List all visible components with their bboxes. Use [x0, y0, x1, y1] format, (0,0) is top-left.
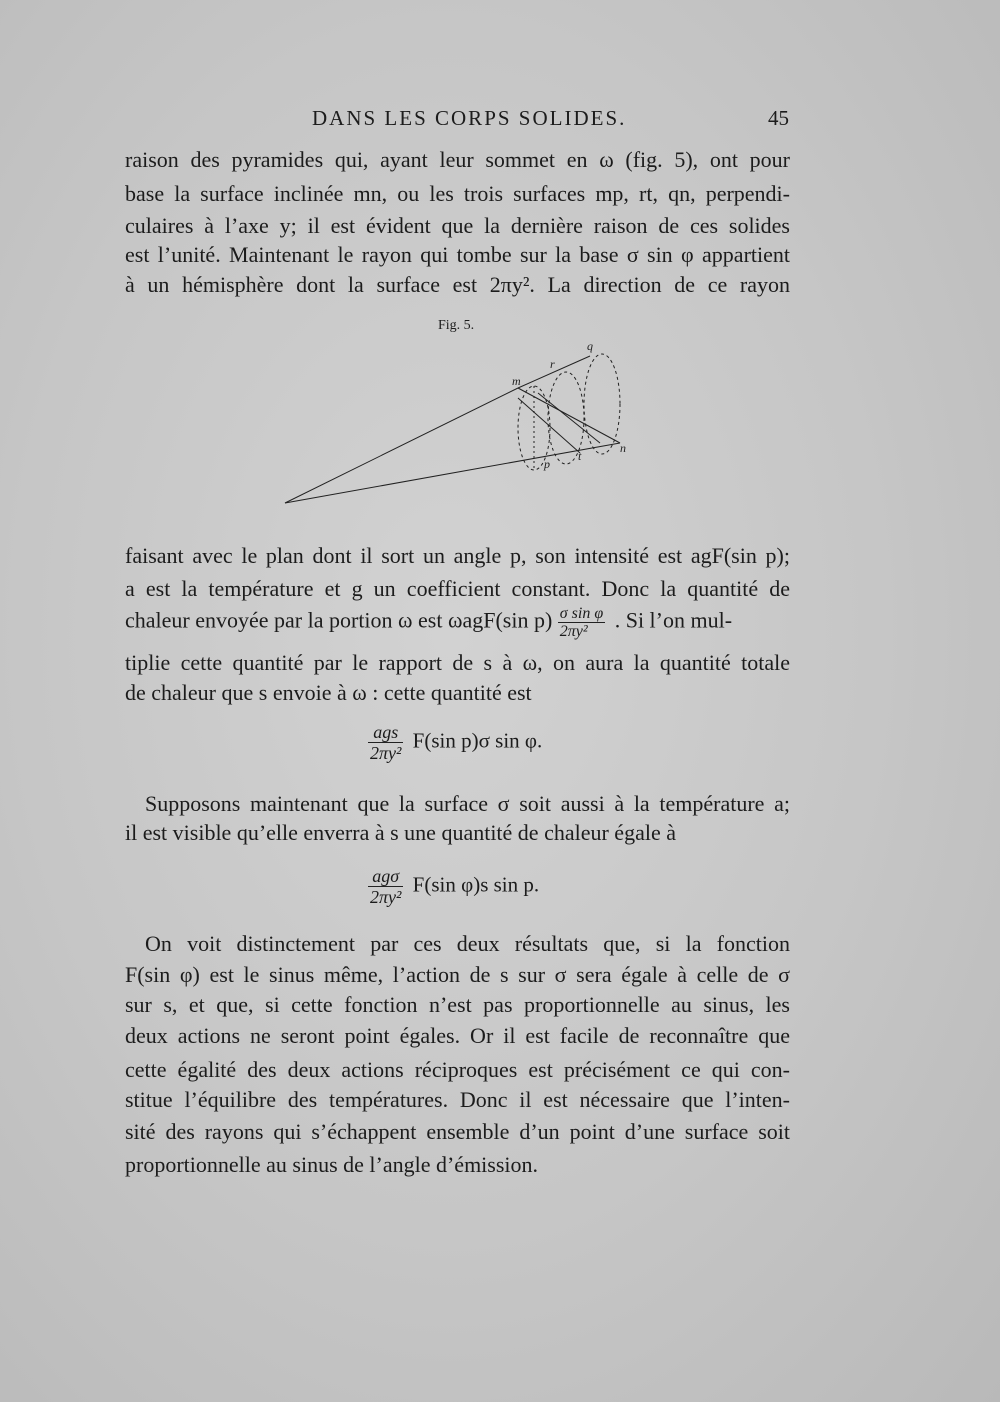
text-fragment: . Si l’on mul-: [614, 607, 733, 633]
text-fragment: chaleur envoyée par la portion ω est ωagF(sin p): [125, 607, 553, 633]
text-line: raison des pyramides qui, ayant leur sommet en ω (fig. 5), ont pour: [125, 147, 790, 172]
label-m: m: [512, 374, 521, 388]
text-line: culaires à l’axe y; il est évident que la dernière raison de ces solides: [125, 213, 790, 238]
fraction-numerator: σ sin φ: [559, 605, 604, 622]
text-line: proportionnelle au sinus de l’angle d’émission.: [125, 1152, 539, 1177]
ellipse-qn: [584, 354, 620, 454]
text-line: On voit distinctement par ces deux résultats que, si la fonction: [145, 931, 790, 956]
text-line: deux actions ne seront point égales. Or il est facile de reconnaître que: [125, 1023, 790, 1048]
text-line: sité des rayons qui s’échappent ensemble d’un point d’une surface soit: [125, 1119, 790, 1144]
formula-fraction: [368, 722, 403, 763]
text-line: de chaleur que s envoie à ω : cette quantité est: [125, 680, 532, 705]
running-head: DANS LES CORPS SOLIDES.: [312, 106, 627, 130]
cone-upper-edge: [285, 388, 518, 503]
inline-fraction: [558, 605, 605, 640]
text-line: cette égalité des deux actions réciproques est précisément ce qui con-: [125, 1057, 790, 1082]
page-header: [0, 106, 1000, 136]
text-line-with-fraction: [125, 605, 790, 640]
text-line: F(sin φ) est le sinus même, l’action de s sur σ sera égale à celle de σ: [125, 962, 790, 987]
text-line: il est visible qu’elle enverra à s une quantité de chaleur égale à: [125, 820, 676, 845]
text-line: est l’unité. Maintenant le rayon qui tombe sur la base σ sin φ appartient: [125, 242, 790, 267]
label-n: n: [620, 441, 626, 455]
inclined-line-mn: [518, 388, 620, 443]
label-q: q: [587, 339, 593, 353]
diagonal-1: [518, 398, 580, 453]
cone-figure: [280, 338, 640, 508]
text-line: faisant avec le plan dont il sort un angle p, son intensité est agF(sin p);: [125, 543, 790, 568]
figure-caption: Fig. 5.: [438, 318, 475, 333]
diagonal-2: [538, 393, 600, 443]
text-line: stitue l’équilibre des températures. Donc il est nécessaire que l’inten-: [125, 1087, 790, 1112]
text-line: à un hémisphère dont la surface est 2πy². La direction de ce rayon: [125, 272, 790, 297]
text-line: Supposons maintenant que la surface σ soit aussi à la température a;: [145, 791, 790, 816]
formula-2: [368, 866, 539, 907]
fraction-denominator: 2πy²: [370, 887, 402, 907]
label-r: r: [550, 357, 555, 371]
label-t: t: [578, 449, 582, 463]
page-number: 45: [768, 106, 789, 130]
text-line: tiplie cette quantité par le rapport de s à ω, on aura la quantité totale: [125, 650, 790, 675]
fraction-numerator: agσ: [368, 866, 403, 887]
text-line: base la surface inclinée mn, ou les trois surfaces mp, rt, qn, perpendi-: [125, 181, 790, 206]
formula-1: [368, 722, 542, 763]
label-p: p: [544, 457, 550, 471]
cone-lower-edge: [285, 443, 620, 503]
formula-rest: F(sin p)σ sin φ.: [412, 728, 543, 753]
text-line: a est la température et g un coefficient constant. Donc la quantité de: [125, 576, 790, 601]
fraction-denominator: 2πy²: [559, 623, 588, 640]
formula-rest: F(sin φ)s sin p.: [412, 872, 540, 897]
formula-fraction: [368, 866, 403, 907]
fraction-denominator: 2πy²: [370, 743, 402, 763]
text-line: sur s, et que, si cette fonction n’est pas proportionnelle au sinus, les: [125, 992, 790, 1017]
fraction-numerator: ags: [368, 722, 403, 743]
